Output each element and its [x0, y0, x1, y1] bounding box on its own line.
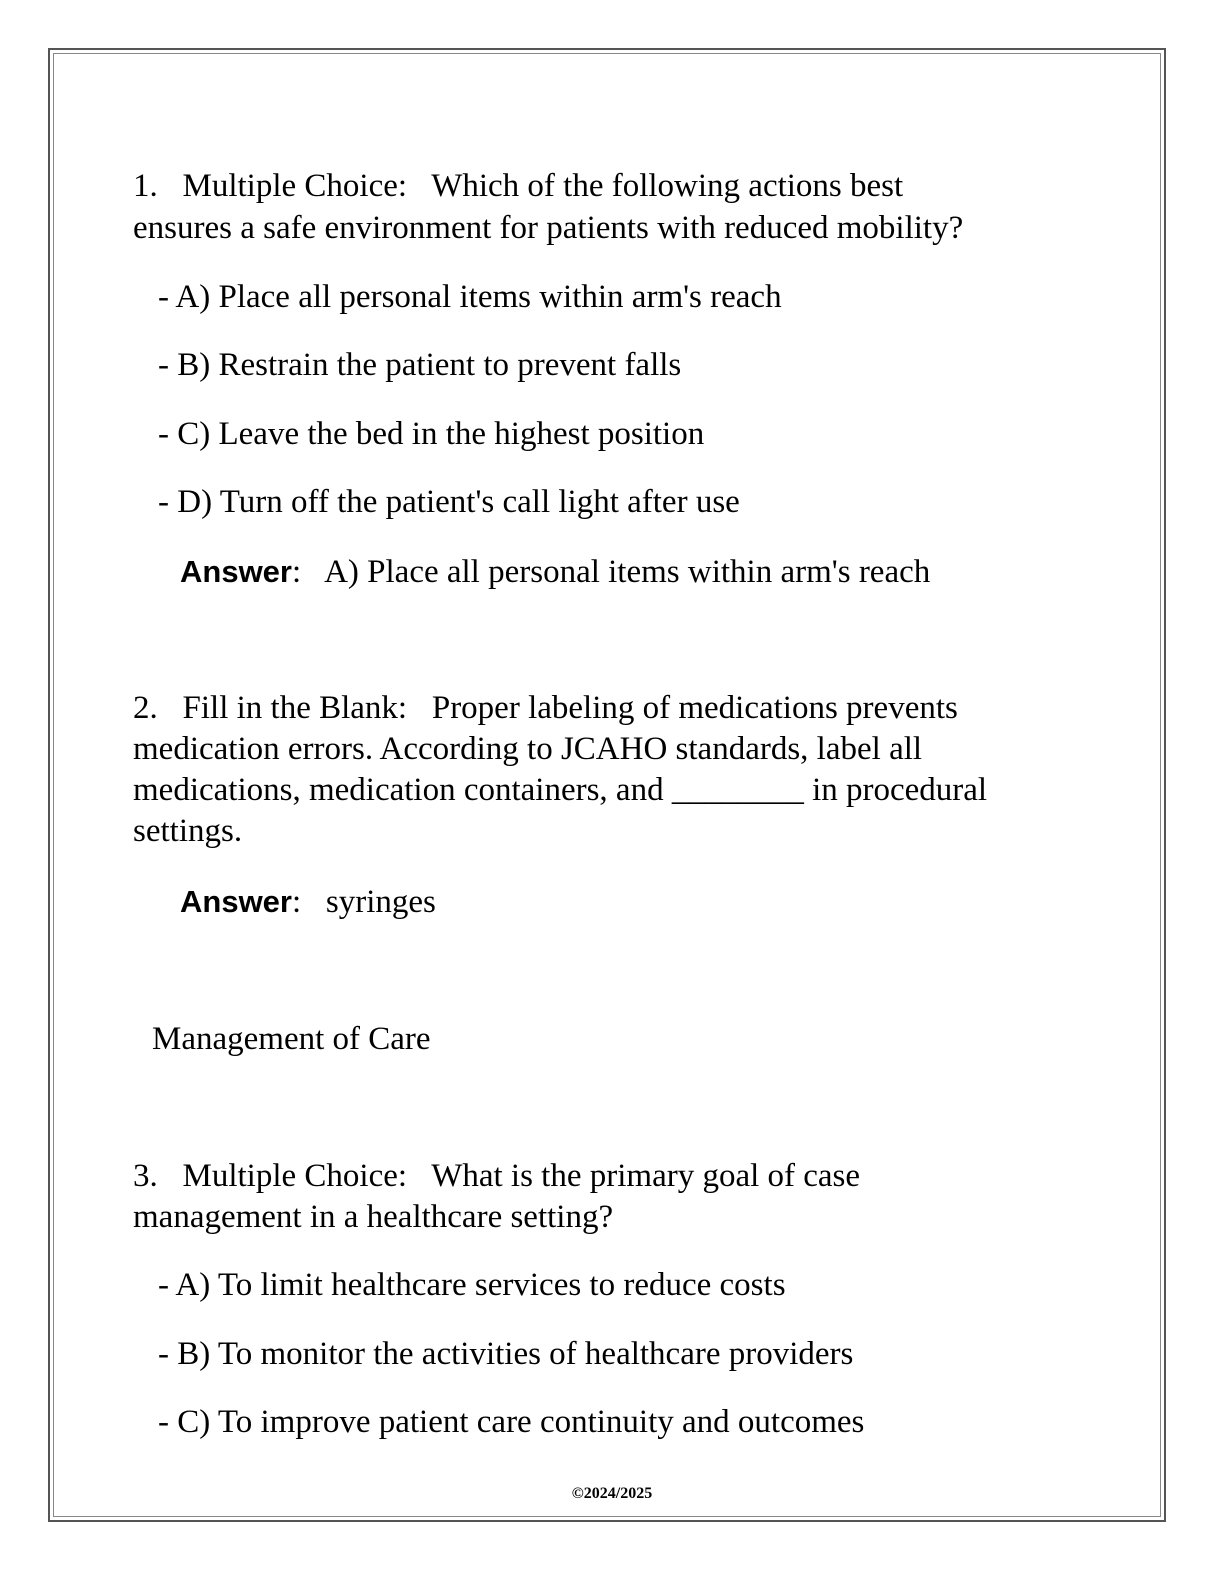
question-3-option-a: - A) To limit healthcare services to reduce costs — [158, 1267, 786, 1303]
question-2-text-cont: medication errors. According to JCAHO standards, label all — [133, 731, 923, 767]
question-3-option-b: - B) To monitor the activities of healthcare providers — [158, 1336, 854, 1372]
answer-text: : A) Place all personal items within arm's reach — [291, 554, 931, 590]
answer-label: Answer — [180, 884, 292, 919]
question-1-text-cont: ensures a safe environment for patients with reduced mobility? — [133, 210, 964, 246]
question-1-option-b: - B) Restrain the patient to prevent falls — [158, 347, 682, 383]
answer-text: : syringes — [291, 884, 436, 920]
question-1-option-a: - A) Place all personal items within arm's reach — [158, 279, 782, 315]
question-3-text-cont: management in a healthcare setting? — [133, 1199, 614, 1235]
question-2-text: 2. Fill in the Blank: Proper labeling of medications prevents — [133, 690, 958, 726]
question-1-answer — [180, 551, 930, 593]
question-3-text: 3. Multiple Choice: What is the primary goal of case — [133, 1158, 861, 1194]
question-2-text-cont: medications, medication containers, and ________ in procedural — [133, 772, 988, 808]
question-2-text-cont: settings. — [133, 813, 243, 849]
section-heading: Management of Care — [152, 1021, 431, 1057]
question-2-answer — [180, 881, 436, 923]
copyright-footer: ©2024/2025 — [571, 1485, 653, 1502]
question-1-option-d: - D) Turn off the patient's call light after use — [158, 484, 740, 520]
question-3-option-c: - C) To improve patient care continuity and outcomes — [158, 1404, 865, 1440]
question-1-option-c: - C) Leave the bed in the highest position — [158, 416, 705, 452]
answer-label: Answer — [180, 554, 292, 589]
question-1-text: 1. Multiple Choice: Which of the following actions best — [133, 168, 904, 204]
